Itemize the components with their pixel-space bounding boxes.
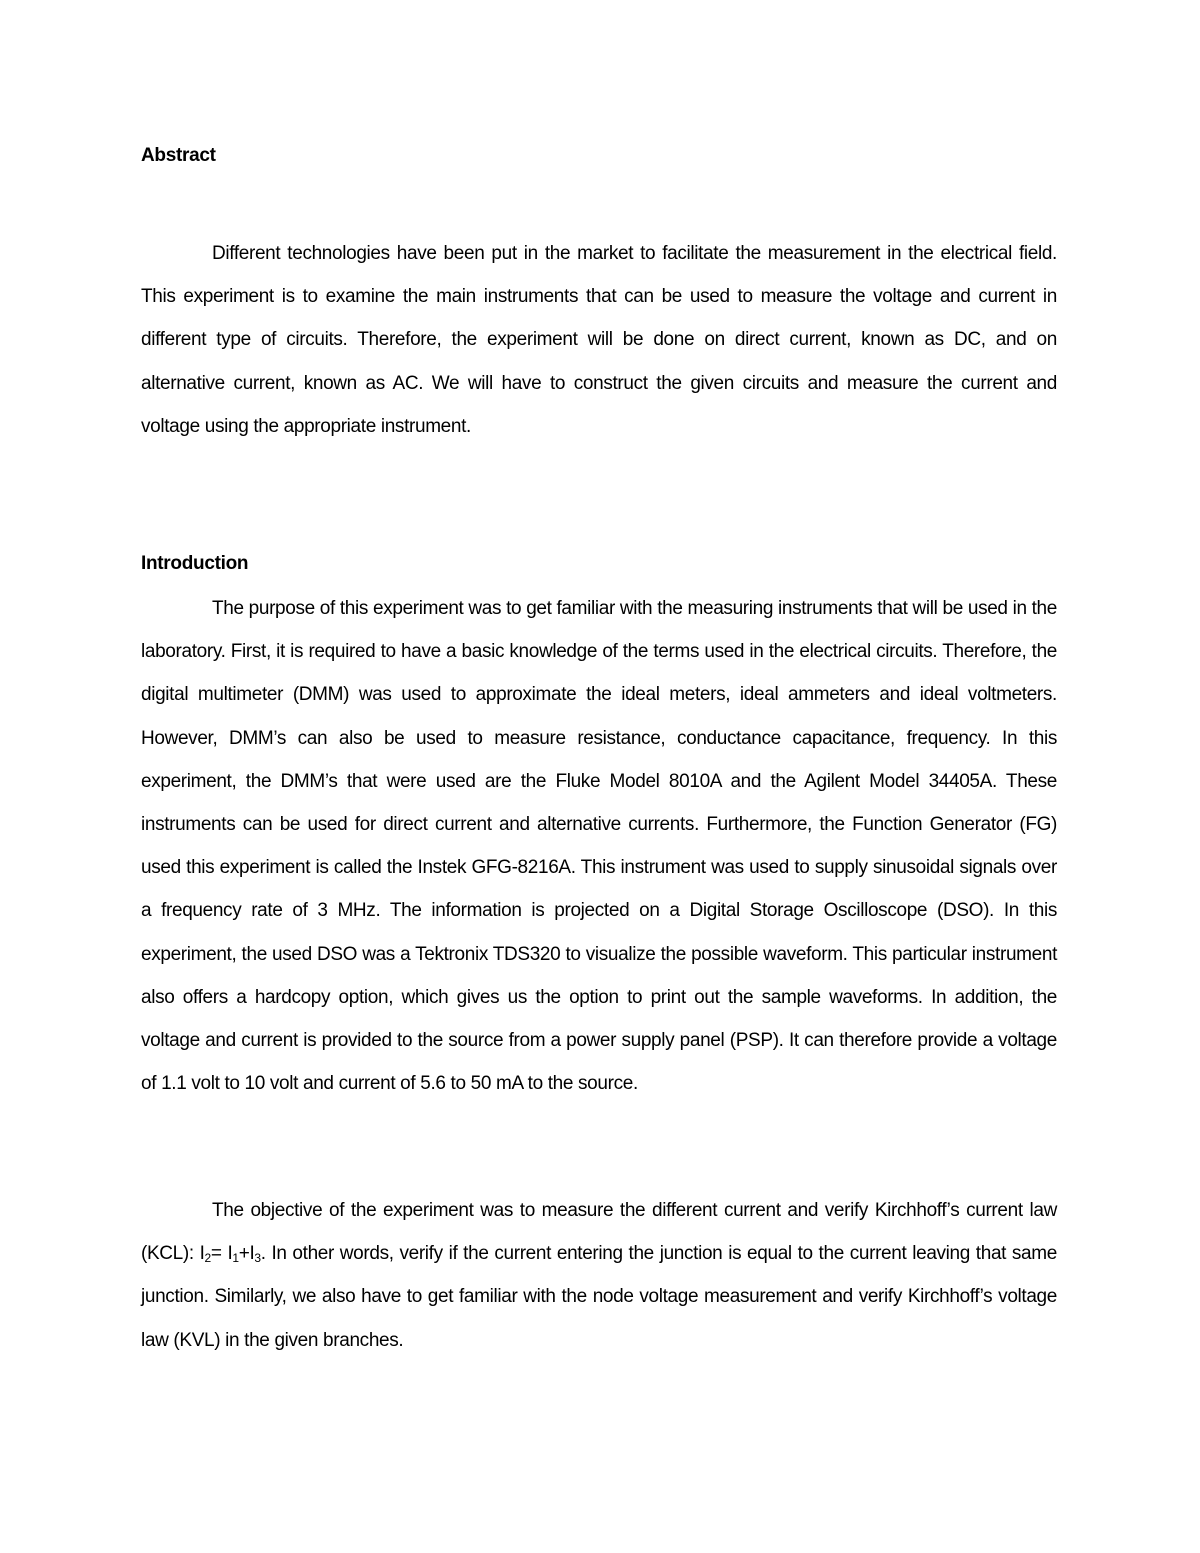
introduction-paragraph-1: The purpose of this experiment was to get familiar with the measuring instruments that will be used in the laboratory. First, it is required to have a basic knowledge of the terms used in the electrical circuits. Therefore, the digital multimeter (DMM) was used to approximate the ideal meters, ideal ammeters and ideal voltmeters. However, DMM’s can also be used to measure resistance, conductance capacitance, frequency. In this experiment, the DMM’s that were used are the Fluke Model 8010A and the Agilent Model 34405A. These instruments can be used for direct current and alternative currents. Furthermore, the Function Generator (FG) used this experiment is called the Instek GFG-8216A. This instrument was used to supply sinusoidal signals over a frequency rate of 3 MHz. The information is projected on a Digital Storage Oscilloscope (DSO). In this experiment, the used DSO was a Tektronix TDS320 to visualize the possible waveform. This particular instrument also offers a hardcopy option, which gives us the option to print out the sample waveforms. In addition, the voltage and current is provided to the source from a power supply panel (PSP). It can therefore provide a voltage of 1.1 volt to 10 volt and current of 5.6 to 50 mA to the source.: [141, 598, 1057, 1095]
abstract-heading: Abstract: [141, 145, 216, 166]
current-symbol: I: [199, 1243, 205, 1265]
abstract-paragraph: Different technologies have been put in the market to facilitate the measurement in the electrical field. This experiment is to examine the main instruments that can be used to measure the voltage and current in different type of circuits. Therefore, the experiment will be done on direct current, known as DC, and on alternative current, known as AC. We will have to construct the given circuits and measure the current and voltage using the appropriate instrument.: [141, 243, 1057, 437]
kcl-text-after-equation: . In other words, verify if the current entering the junction is equal to the current leaving that same junction. Similarly, we also have to get familiar with the node voltage measurement and verify Kirchhoff’s voltage law (KVL) in the given branches.: [141, 1243, 1057, 1351]
introduction-paragraph-2: [141, 1189, 1057, 1362]
introduction-heading: Introduction: [141, 553, 249, 574]
current-subscript: 1: [232, 1251, 239, 1266]
current-subscript: 2: [204, 1251, 211, 1266]
current-symbol: I: [227, 1243, 233, 1265]
equals-sign: =: [210, 1243, 228, 1265]
kcl-equation: [200, 1243, 261, 1264]
current-subscript: 3: [254, 1251, 261, 1266]
current-symbol: I: [249, 1243, 255, 1265]
kcl-text-before-equation: The objective of the experiment was to measure the different current and verify Kirchhoff’s current law (KCL):: [141, 1200, 1057, 1265]
plus-sign: +: [238, 1243, 250, 1265]
